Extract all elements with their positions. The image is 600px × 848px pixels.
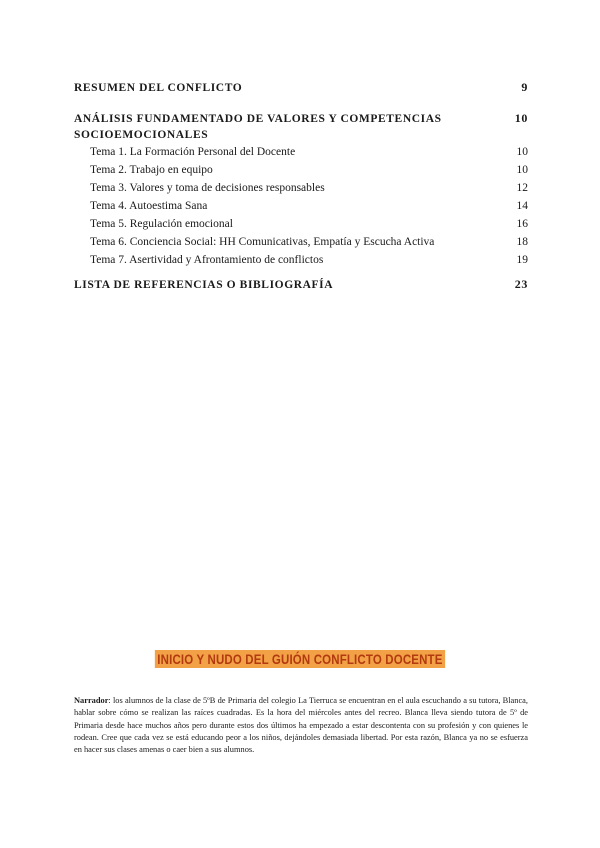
narrator-paragraph bbox=[74, 695, 528, 755]
toc-subentry-tema-6[interactable] bbox=[74, 233, 528, 251]
toc-entry-title-line1: ANÁLISIS FUNDAMENTADO DE VALORES Y COMPETENCIAS bbox=[74, 113, 442, 125]
toc-entry-referencias[interactable] bbox=[74, 277, 528, 292]
toc-subentry-page: 12 bbox=[516, 182, 528, 194]
narrator-label: Narrador bbox=[74, 696, 109, 706]
section-heading-banner: INICIO Y NUDO DEL GUIÓN CONFLICTO DOCENTE bbox=[155, 650, 445, 668]
toc-subentry-title: Tema 7. Asertividad y Afrontamiento de conflictos bbox=[90, 254, 324, 266]
toc-subentry-page: 16 bbox=[516, 218, 528, 230]
toc-entry-title bbox=[74, 111, 442, 143]
toc-entry-page: 23 bbox=[514, 277, 528, 291]
toc-subentry-page: 18 bbox=[516, 236, 528, 248]
toc-subentry-tema-2[interactable] bbox=[74, 161, 528, 179]
toc-subentry-page: 14 bbox=[516, 200, 528, 212]
toc-subentry-title: Tema 1. La Formación Personal del Docente bbox=[90, 146, 296, 158]
toc-subentry-page: 10 bbox=[516, 146, 528, 158]
toc-subentry-tema-3[interactable] bbox=[74, 179, 528, 197]
toc-entry-title: RESUMEN DEL CONFLICTO bbox=[74, 82, 243, 94]
toc-subentry-title: Tema 2. Trabajo en equipo bbox=[90, 164, 213, 176]
toc-entry-page: 9 bbox=[521, 80, 528, 94]
toc-subentry-title: Tema 3. Valores y toma de decisiones responsables bbox=[90, 182, 325, 194]
narrator-text: : los alumnos de la clase de 5ºB de Primaria del colegio La Tierruca se encuentran en el aula escuchando a su tutora, Blanca, hablar sobre cómo se realizan las raíces cuadradas. Es la hora del miércoles antes del recreo. Blanca lleva siendo tutora de 5º de Primaria desde hace muchos años pero durante estos dos últimos ha empezado a estar descontenta con su profesión y con quienes le rodean. Cree que cada vez se está educando peor a los niños, dejándoles demasiada libertad. Por esta razón, Blanca ya no se esfuerza en hacer sus clases amenas o caer bien a sus alumnos. bbox=[74, 696, 528, 754]
toc-entry-title: LISTA DE REFERENCIAS O BIBLIOGRAFÍA bbox=[74, 279, 334, 291]
toc-subentry-tema-1[interactable] bbox=[74, 143, 528, 161]
toc-subentry-title: Tema 6. Conciencia Social: HH Comunicativas, Empatía y Escucha Activa bbox=[90, 236, 435, 248]
toc-subentry-page: 19 bbox=[516, 254, 528, 266]
toc-subentry-tema-5[interactable] bbox=[74, 215, 528, 233]
toc-subentry-page: 10 bbox=[516, 164, 528, 176]
toc-subentry-title: Tema 4. Autoestima Sana bbox=[90, 200, 208, 212]
toc-subentry-title: Tema 5. Regulación emocional bbox=[90, 218, 233, 230]
toc-entry-page: 10 bbox=[514, 111, 528, 125]
section-heading bbox=[0, 650, 600, 669]
toc-entry-resumen[interactable] bbox=[74, 80, 528, 95]
table-of-contents bbox=[74, 80, 528, 292]
toc-subentry-tema-4[interactable] bbox=[74, 197, 528, 215]
toc-entry-title-line2: SOCIOEMOCIONALES bbox=[74, 129, 209, 141]
toc-entry-analisis[interactable] bbox=[74, 111, 528, 143]
toc-subentry-tema-7[interactable] bbox=[74, 251, 528, 269]
